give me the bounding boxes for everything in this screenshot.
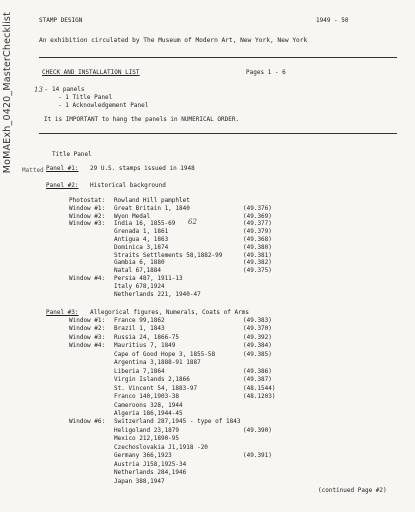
row-item: France 99,1862 <box>114 317 165 324</box>
row-accession-number: (49.386) <box>243 367 272 375</box>
panels-count: 14 panels <box>52 86 85 93</box>
row-item: Wyon Medal <box>114 212 151 220</box>
divider-top <box>39 57 397 58</box>
panel2-text: Historical background <box>90 182 166 189</box>
row-accession-number: (49.377) <box>243 220 272 228</box>
panel3-label: Panel #3: <box>46 309 79 316</box>
row-accession-number: (49.370) <box>243 325 272 333</box>
row-accession-number: (49.387) <box>243 376 272 384</box>
row-accession-number: (49.385) <box>243 350 272 358</box>
exhibition-subtitle: An exhibition circulated by The Museum of Modern Art, New York, New York <box>39 37 308 44</box>
row-item: Switzerland 287,1945 - type of 1843 <box>114 418 241 426</box>
row-item: Czechoslovakia J1,1918 -20 <box>114 443 208 451</box>
row-accession-number: (49.392) <box>243 333 272 341</box>
row-item: Straits Settlements 58,1882-99 <box>114 251 223 259</box>
row-accession-number: (49.380) <box>243 243 272 251</box>
row-item: Liberia 7,1864 <box>114 367 165 375</box>
panels-title: - 1 Title Panel <box>58 94 113 101</box>
row-item: Natal 67,1884 <box>114 267 161 275</box>
row-item: Virgin Islands 2,1866 <box>114 376 190 384</box>
row-prefix: Window #2: <box>69 325 106 333</box>
panel2-hand-note: 62 <box>188 218 197 226</box>
row-item: Cameroons 328, 1944 <box>114 401 183 409</box>
checklist-pages: Pages 1 - 6 <box>246 69 286 76</box>
row-prefix: Window #1: <box>69 204 106 212</box>
row-item: Dominica 3,1874 <box>114 243 169 251</box>
row-item: Mexico 212,1890-95 <box>114 435 180 443</box>
panel1-label: Panel #1: <box>46 165 79 172</box>
row-item: Japan 388,1947 <box>114 477 165 485</box>
row-item: Antigua 4, 1863 <box>114 236 169 243</box>
row-accession-number: (49.390) <box>243 426 272 434</box>
divider-middle <box>39 133 397 134</box>
row-prefix: Window #4: <box>69 342 106 350</box>
row-item: Austria J158,1925-34 <box>114 460 187 468</box>
row-item: Russia 24, 1866-75 <box>114 333 180 341</box>
row-item: India 16, 1855-69 <box>114 220 176 228</box>
row-item: Italy 678,1924 <box>114 282 165 290</box>
row-prefix: Window #2: <box>69 212 106 220</box>
row-prefix: Window #6: <box>69 418 106 426</box>
row-item: Great Britain 1, 1840 <box>114 204 190 212</box>
row-item: Grenada 1, 1861 <box>114 228 169 236</box>
row-accession-number: (49.375) <box>243 267 272 275</box>
row-accession-number: (48.1203) <box>243 393 276 401</box>
row-accession-number: (49.379) <box>243 228 272 236</box>
row-item: Cape of Good Hope 3, 1855-58 <box>114 350 216 358</box>
row-accession-number: (49.376) <box>243 204 272 212</box>
row-accession-number: (49.384) <box>243 342 272 350</box>
row-prefix: Window #4: <box>69 275 106 282</box>
exhibition-title: STAMP DESIGN <box>39 17 83 24</box>
panels-acknowledgement: - 1 Acknowledgement Panel <box>58 102 149 109</box>
row-item: Netherlands 221, 1940-47 <box>114 290 201 298</box>
row-item: Algeria 186,1944-45 <box>114 409 183 417</box>
row-item: Rowland Hill pamphlet <box>114 197 190 204</box>
row-prefix: Window #3: <box>69 333 106 341</box>
panel1-text: 29 U.S. stamps issued in 1948 <box>90 165 195 172</box>
row-accession-number: (49.368) <box>243 236 272 243</box>
row-item: Gambia 6, 1880 <box>114 259 165 267</box>
row-item: Heligoland 23,1879 <box>114 426 180 434</box>
panel1-margin-note: Matted <box>22 167 44 174</box>
row-accession-number: (49.382) <box>243 259 272 267</box>
row-accession-number: (49.383) <box>243 317 272 324</box>
row-prefix: Photostat: <box>69 197 106 204</box>
title-panel: Title Panel <box>52 151 92 158</box>
row-item: Persia 487, 1911-13 <box>114 275 183 282</box>
row-item: St. Vincent 54, 1883-97 <box>114 384 198 392</box>
row-accession-number: (49.381) <box>243 251 272 259</box>
row-item: Mauritius 7, 1849 <box>114 342 176 350</box>
panel3-text: Allegorical figures, Numerals, Coats of Arms <box>90 309 249 316</box>
side-archive-label: MoMAExh_0420_MasterChecklist <box>2 12 13 174</box>
row-item: Germany 366,1923 <box>114 452 172 460</box>
panels-count-mark: 13 - <box>34 86 48 94</box>
row-prefix: Window #3: <box>69 220 106 228</box>
row-item: Brazil 1, 1843 <box>114 325 165 333</box>
row-item: Franco 140,1903-38 <box>114 393 180 401</box>
row-item: Netherlands 284,1946 <box>114 469 187 477</box>
row-accession-number: (48.1544) <box>243 384 276 392</box>
hanging-instruction: It is IMPORTANT to hang the panels in NUMERICAL ORDER. <box>44 116 240 123</box>
row-item: Argentina 3,1888-91 1887 <box>114 359 201 367</box>
row-prefix: Window #1: <box>69 317 106 324</box>
continued-note: (continued Page #2) <box>318 487 387 494</box>
exhibition-years: 1949 - 50 <box>316 17 349 24</box>
row-accession-number: (49.391) <box>243 452 272 460</box>
panel2-label: Panel #2: <box>46 182 79 189</box>
checklist-heading: CHECK AND INSTALLATION LIST <box>42 69 140 76</box>
row-accession-number: (49.369) <box>243 212 272 220</box>
